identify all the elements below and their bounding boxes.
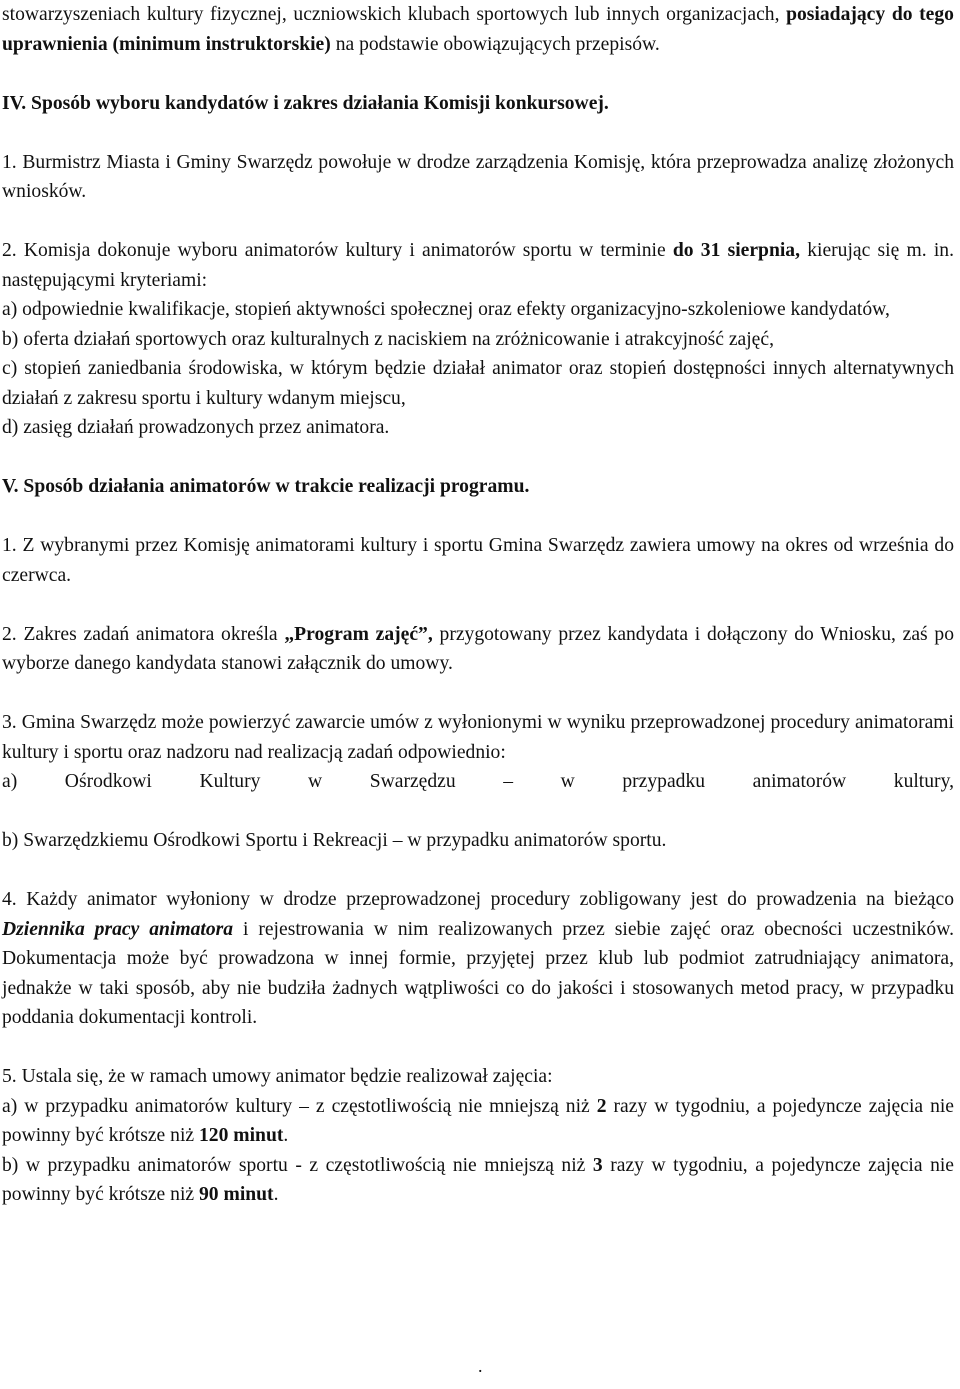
point-2-text-end: kierując się m. in. następującymi kryteriami: [2,240,954,291]
intro-paragraph [2,0,954,59]
item-a-text: a) w przypadku animatorów kultury – z częstotliwością nie mniejszą niż [2,1095,590,1117]
section-v-point-5: 5. Ustala się, że w ramach umowy animator będzie realizował zajęcia: [2,1066,553,1087]
point-5-item-a [2,1092,954,1151]
intro-text: stowarzyszeniach kultury fizycznej, uczniowskich klubach sportowych lub innych organizacjach, [2,4,780,25]
item-b-text-mid: razy w tygodniu, a pojedyncze zajęcia nie powinny być krótsze niż [2,1154,955,1205]
frequency-culture: 2 [596,1095,607,1117]
point-4-text-end: i rejestrowania w nim realizowanych przez siebie zajęć oraz obecności uczestników. Dokumentacja może być prowadzona w innej formie, przyjętej przez klub lub podmiot zatrudniający animatora, jednakże w taki sposób, aby nie budziła żadnych wątpliwości co do jakości i stosowanych metod pracy, w przypadku poddania dokumentacji kontroli. [2,918,954,1028]
frequency-sport: 3 [592,1154,603,1176]
intro-text-end: na podstawie obowiązujących przepisów. [335,33,660,55]
section-v-point-4 [2,885,954,1033]
point-3-item-a: a) Ośrodkowi Kultury w Swarzędzu – w przypadku animatorów kultury, [2,771,954,792]
point-2-text: 2. Komisja dokonuje wyboru animatorów kultury i animatorów sportu w terminie [2,240,666,261]
period: . [283,1125,289,1146]
point-4-text: 4. Każdy animator wyłoniony w drodze przeprowadzonej procedury zobligowany jest do prowadzenia na bieżąco [2,889,954,910]
heading-text: IV. Sposób wyboru kandydatów i zakres działania Komisji konkursowej. [2,92,609,114]
footer-dot: . [478,1356,483,1376]
item-a-text-mid: razy w tygodniu, a pojedyncze zajęcia nie powinny być krótsze niż [2,1095,955,1146]
program-bold-text: „Program zajęć”, [284,623,433,645]
deadline-bold-text: do 31 sierpnia, [672,240,800,261]
duration-culture: 120 minut [199,1125,284,1146]
diary-bold-italic-text: Dziennika pracy animatora [2,918,234,940]
section-iv-point-2 [2,236,954,295]
point-5-item-b [2,1151,954,1210]
point-3-item-b: b) Swarzędzkiemu Ośrodkowi Sportu i Rekreacji – w przypadku animatorów sportu. [2,830,667,851]
criterion-b: b) oferta działań sportowych oraz kulturalnych z naciskiem na zróżnicowanie i atrakcyjność zajęć, [2,328,774,350]
section-iv-heading [2,89,954,119]
section-v-point-3: 3. Gmina Swarzędz może powierzyć zawarcie umów z wyłonionymi w wyniku przeprowadzonej procedury animatorami kultury i sportu oraz nadzoru nad realizacją zadań odpowiednio: [2,712,954,763]
criterion-d: d) zasięg działań prowadzonych przez animatora. [2,417,390,438]
section-v-point-1: 1. Z wybranymi przez Komisję animatorami kultury i sportu Gmina Swarzędz zawiera umowy na okres od września do czerwca. [2,535,954,586]
item-b-text: b) w przypadku animatorów sportu - z częstotliwością nie mniejszą niż [2,1154,586,1176]
duration-sport: 90 minut [199,1184,274,1205]
intro-bold-text: posiadający do tego uprawnienia (minimum instruktorskie) [2,4,954,55]
point-2-text-end: przygotowany przez kandydata i dołączony do Wniosku, zaś po wyborze danego kandydata stanowi załącznik do umowy. [2,623,955,674]
heading-text: V. Sposób działania animatorów w trakcie realizacji programu. [2,476,530,497]
section-v-point-2 [2,620,954,679]
section-v-heading [2,472,954,502]
period: . [273,1184,279,1205]
criterion-a: a) odpowiednie kwalifikacje, stopień aktywności społecznej oraz efekty organizacyjno-szkoleniowe kandydatów, [2,299,890,320]
criterion-c: c) stopień zaniedbania środowiska, w którym będzie działał animator oraz stopień dostępności innych alternatywnych działań z zakresu sportu i kultury wdanym miejscu, [2,358,954,409]
point-2-text: 2. Zakres zadań animatora określa [2,623,278,645]
section-iv-point-1: 1. Burmistrz Miasta i Gminy Swarzędz powołuje w drodze zarządzenia Komisję, która przeprowadza analizę złożonych wniosków. [2,151,954,202]
